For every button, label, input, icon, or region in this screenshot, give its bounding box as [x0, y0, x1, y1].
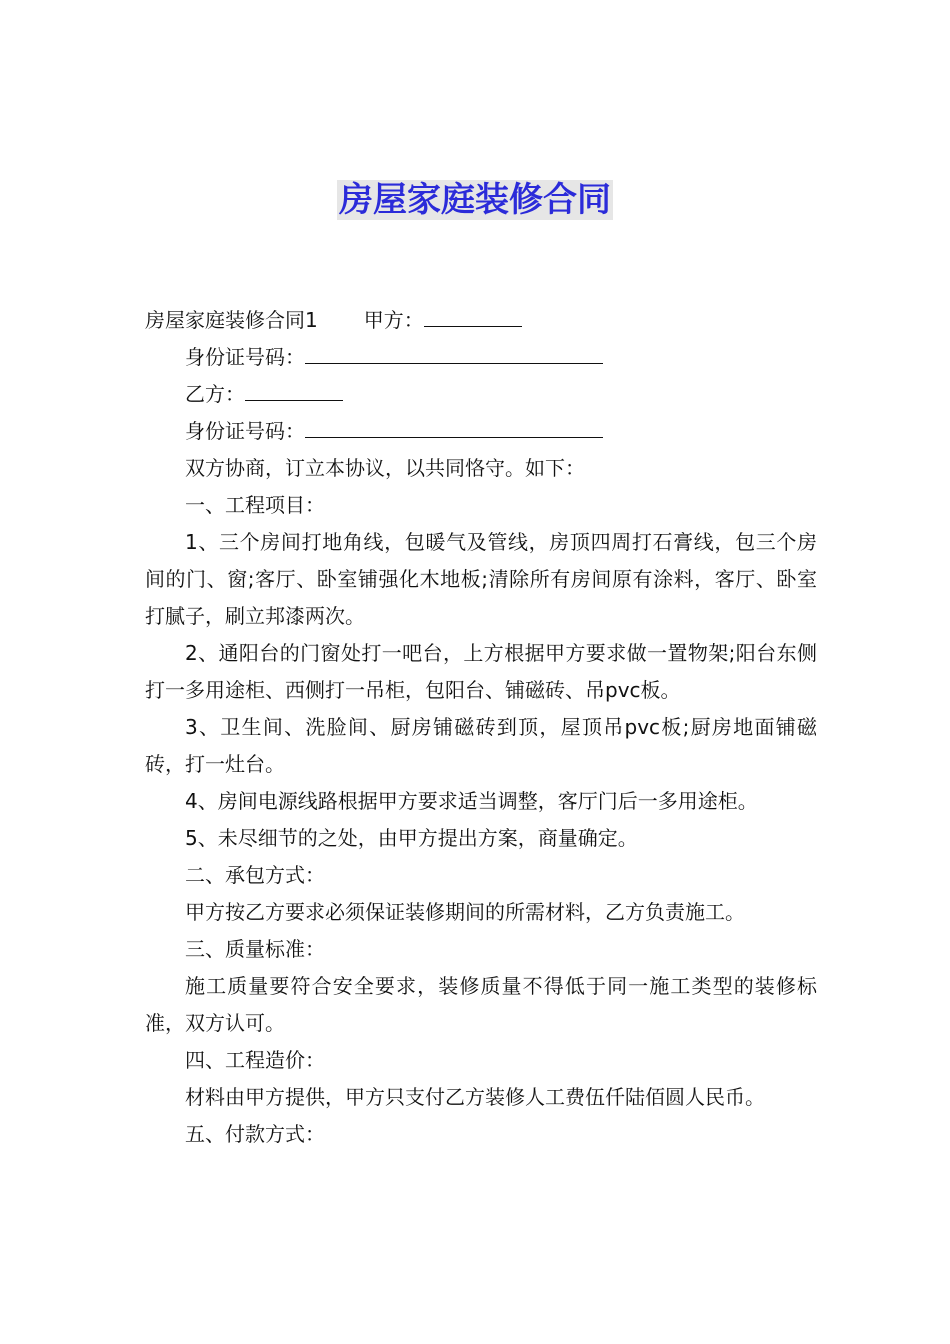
section-1-heading: 一、工程项目： [185, 493, 325, 517]
id-b-label: 身份证号码： [185, 419, 305, 443]
party-b-blank [245, 376, 343, 401]
id-b-blank [305, 413, 603, 438]
section-5-heading: 五、付款方式： [185, 1122, 325, 1146]
party-b-label: 乙方： [185, 382, 245, 406]
agreement-line: 双方协商，订立本协议，以共同恪守。如下： [185, 456, 585, 480]
party-a-blank [424, 302, 522, 327]
document-title [0, 178, 950, 222]
item-2: 2、通阳台的门窗处打一吧台，上方根据甲方要求做一置物架;阳台东侧打一多用途柜、西侧打一吊柜，包阳台、铺磁砖、吊pvc板。 [145, 641, 817, 702]
party-b-line [145, 376, 817, 413]
item-4: 4、房间电源线路根据甲方要求适当调整，客厅门后一多用途柜。 [185, 789, 758, 813]
id-b-line [145, 413, 817, 450]
id-a-line [145, 339, 817, 376]
item-3: 3、卫生间、洗脸间、厨房铺磁砖到顶，屋顶吊pvc板;厨房地面铺磁砖，打一灶台。 [145, 715, 817, 776]
section-4-heading: 四、工程造价： [185, 1048, 325, 1072]
section-3-heading: 三、质量标准： [185, 937, 325, 961]
section-4-text: 材料由甲方提供，甲方只支付乙方装修人工费伍仟陆佰圆人民币。 [185, 1085, 765, 1109]
section-2-heading: 二、承包方式： [185, 863, 325, 887]
item-1: 1、三个房间打地角线，包暖气及管线，房顶四周打石膏线，包三个房间的门、窗;客厅、卧室铺强化木地板;清除所有房间原有涂料，客厅、卧室打腻子，刷立邦漆两次。 [145, 530, 817, 628]
item-5: 5、未尽细节的之处，由甲方提出方案，商量确定。 [185, 826, 638, 850]
party-a-label: 甲方： [363, 308, 424, 332]
section-2-text: 甲方按乙方要求必须保证装修期间的所需材料，乙方负责施工。 [185, 900, 745, 924]
id-a-label: 身份证号码： [185, 345, 305, 369]
doc-name: 房屋家庭装修合同1 [145, 308, 318, 332]
section-3-text: 施工质量要符合安全要求，装修质量不得低于同一施工类型的装修标准，双方认可。 [145, 974, 817, 1035]
header-line [145, 302, 817, 339]
contract-body [145, 302, 817, 1153]
id-a-blank [305, 339, 603, 364]
title-text: 房屋家庭装修合同 [339, 180, 611, 220]
